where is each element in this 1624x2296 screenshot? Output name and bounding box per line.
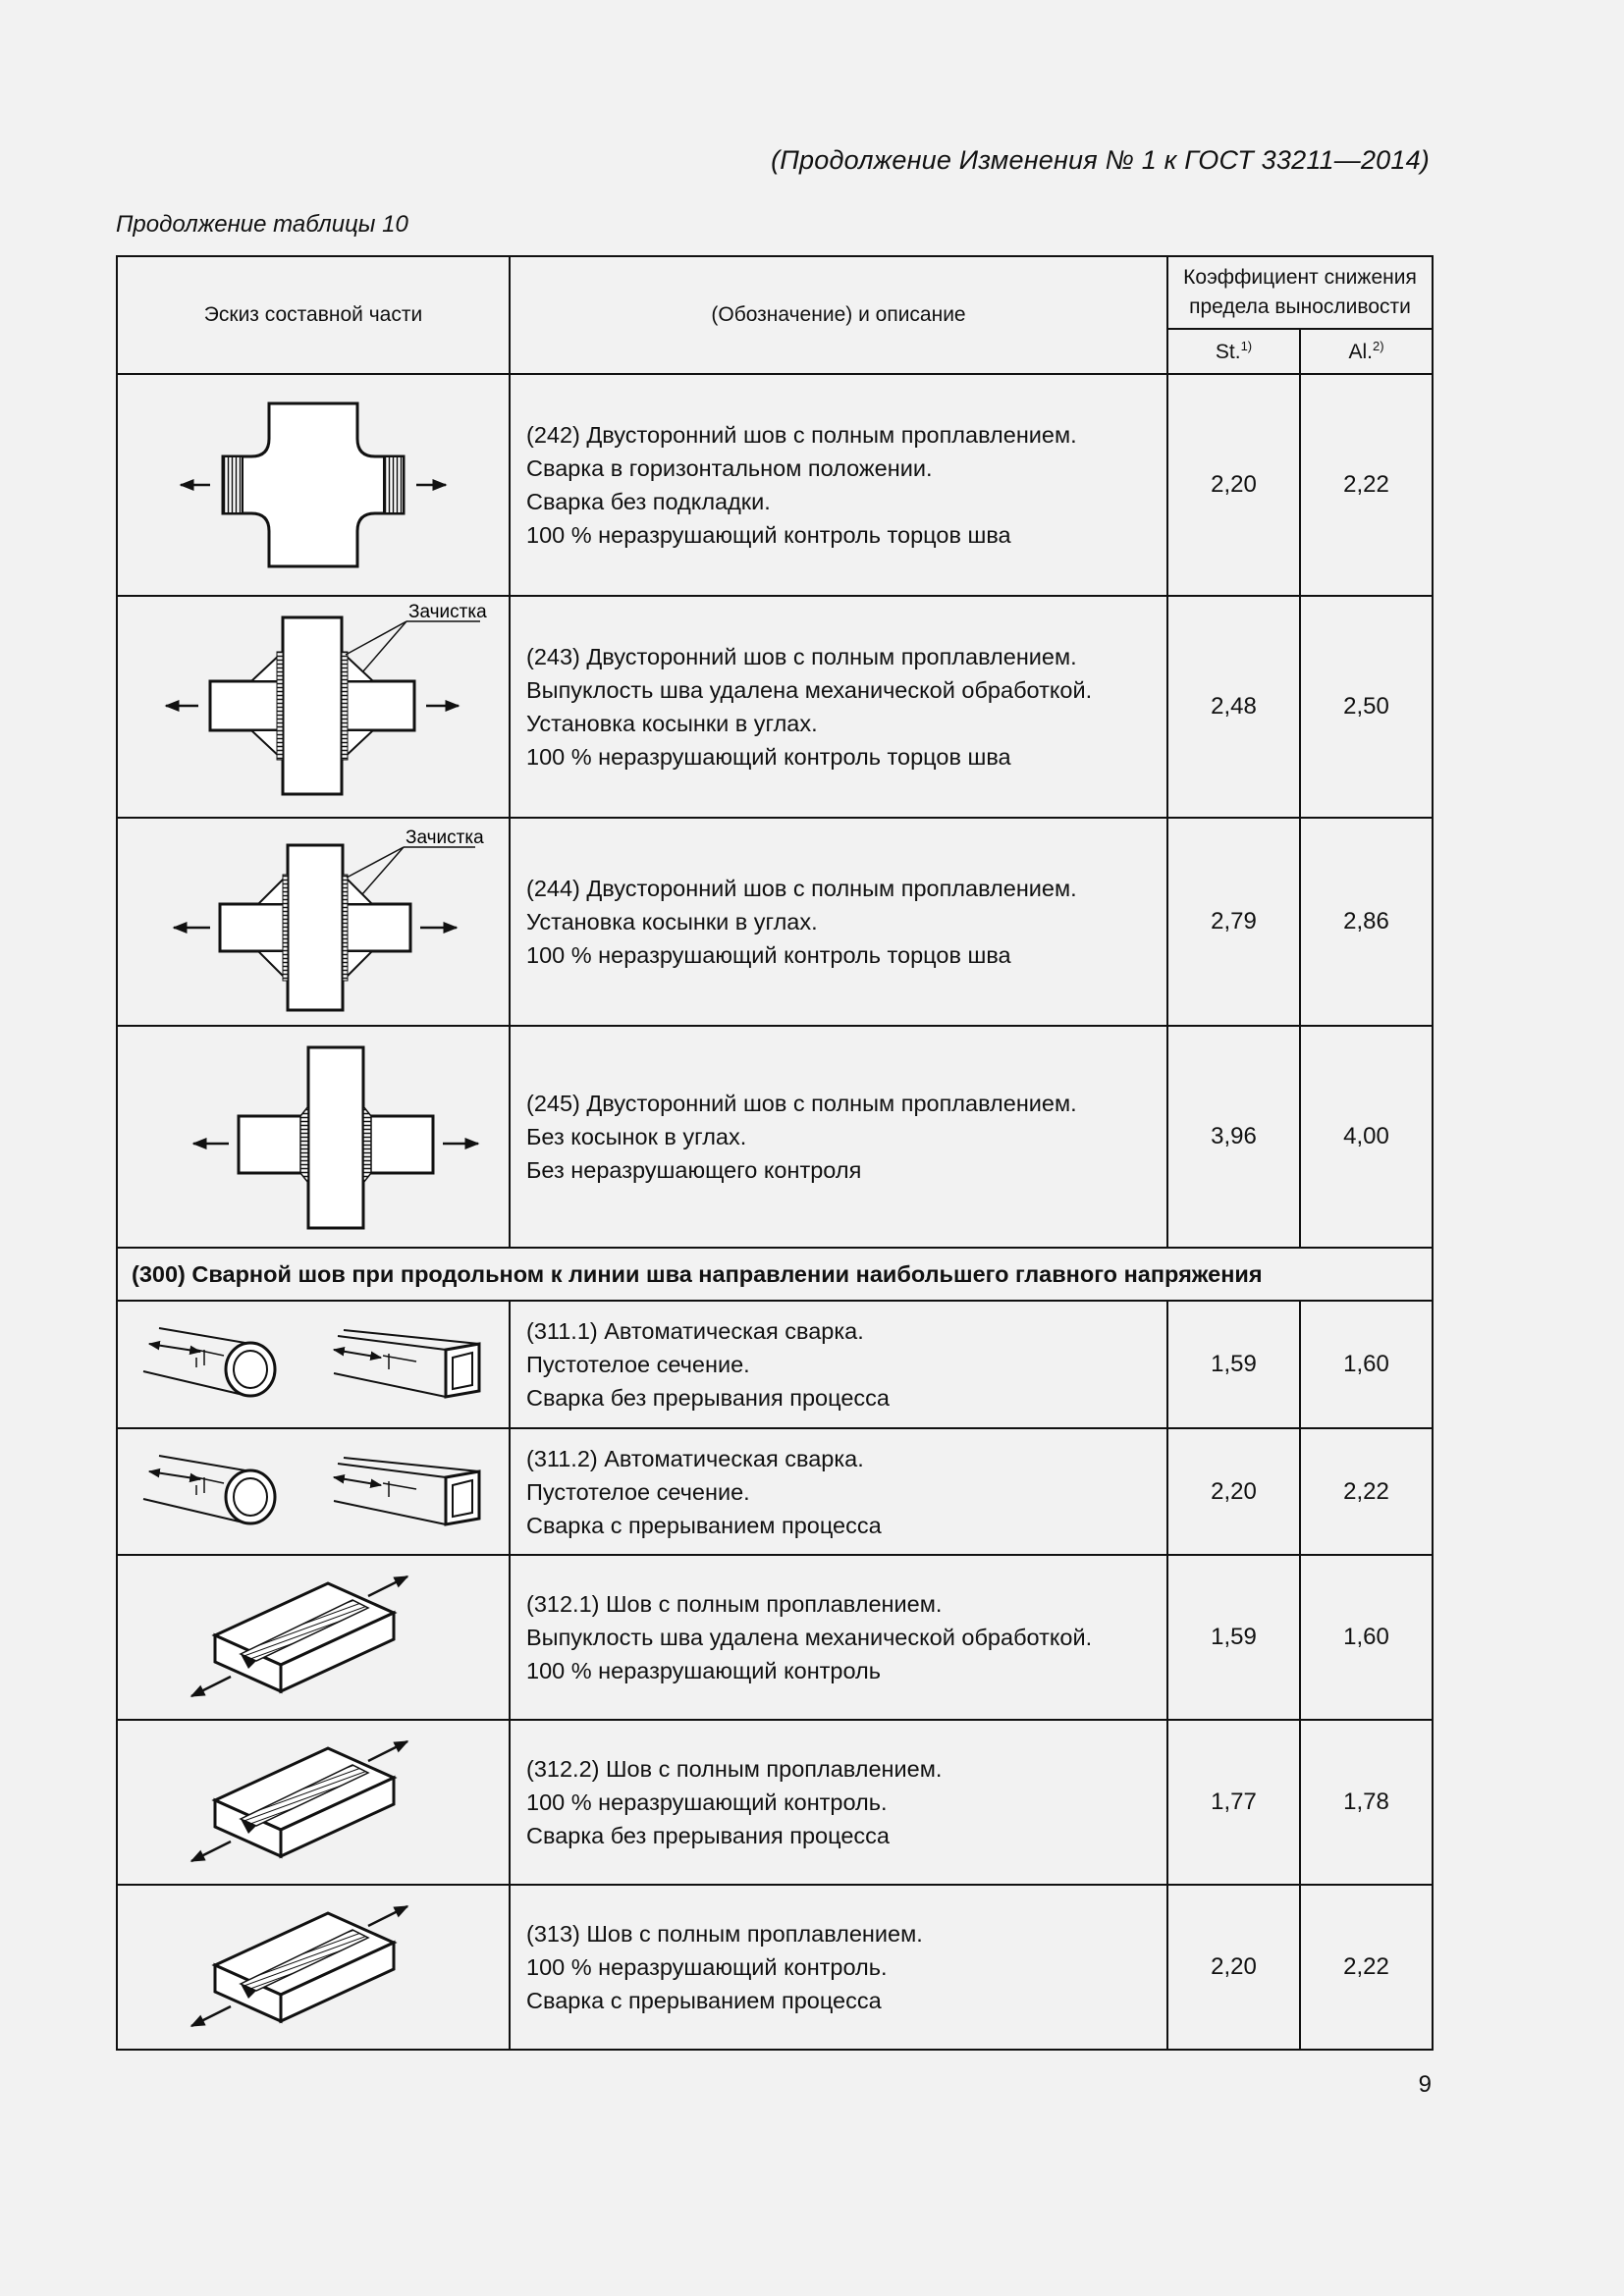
sketch-311-2 [117,1428,510,1555]
header-description: (Обозначение) и описание [510,256,1167,374]
st-value: 2,79 [1167,818,1300,1026]
sketch-312-2 [117,1720,510,1885]
sketch-313 [117,1885,510,2050]
al-value: 2,22 [1300,1885,1433,2050]
description-245: (245) Двусторонний шов с полным проплавлением. Без косынок в углах. Без неразрушающего контроля [510,1026,1167,1248]
header-sketch: Эскиз составной части [117,256,510,374]
st-value: 1,59 [1167,1555,1300,1720]
sketch-242 [117,374,510,596]
st-value: 3,96 [1167,1026,1300,1248]
header-st: St.$^{1)}$ [1167,329,1300,374]
sketch-245 [117,1026,510,1248]
description-244: (244) Двусторонний шов с полным проплавлением. Установка косынки в углах. 100 % неразрушающий контроль торцов шва [510,818,1167,1026]
st-value: 2,20 [1167,1885,1300,2050]
sketch-311-1 [117,1301,510,1428]
st-value: 2,48 [1167,596,1300,818]
st-value: 1,59 [1167,1301,1300,1428]
al-value: 1,78 [1300,1720,1433,1885]
table-row [117,1720,1433,1885]
al-value: 2,22 [1300,374,1433,596]
description-312-1: (312.1) Шов с полным проплавлением. Выпуклость шва удалена механической обработкой. 100 % неразрушающий контроль [510,1555,1167,1720]
header-al: Al.$^{2)}$ [1300,329,1433,374]
al-value: 1,60 [1300,1555,1433,1720]
al-value: 1,60 [1300,1301,1433,1428]
table-row [117,818,1433,1026]
table-row [117,1301,1433,1428]
description-313: (313) Шов с полным проплавлением. 100 % неразрушающий контроль. Сварка с прерыванием процесса [510,1885,1167,2050]
table-row [117,374,1433,596]
zachistka-label: Зачистка [408,604,487,622]
section-title-300: (300) Сварной шов при продольном к линии шва направлении наибольшего главного напряжения [117,1248,1433,1301]
description-311-2: (311.2) Автоматическая сварка. Пустотелое сечение. Сварка с прерыванием процесса [510,1428,1167,1555]
description-312-2: (312.2) Шов с полным проплавлением. 100 % неразрушающий контроль. Сварка без прерывания процесса [510,1720,1167,1885]
table-caption: Продолжение таблицы 10 [116,211,408,238]
page-number: 9 [1418,2071,1432,2098]
table-row [117,1885,1433,2050]
fatigue-coefficient-table [116,255,1434,2051]
sketch-312-1 [117,1555,510,1720]
al-value: 4,00 [1300,1026,1433,1248]
description-243: (243) Двусторонний шов с полным проплавлением. Выпуклость шва удалена механической обработкой. Установка косынки в углах. 100 % неразрушающий контроль торцов шва [510,596,1167,818]
description-311-1: (311.1) Автоматическая сварка. Пустотелое сечение. Сварка без прерывания процесса [510,1301,1167,1428]
zachistka-label: Зачистка [406,828,484,848]
section-row [117,1248,1433,1301]
sketch-243 [117,596,510,818]
table-row [117,1428,1433,1555]
description-242: (242) Двусторонний шов с полным проплавлением. Сварка в горизонтальном положении. Сварка без подкладки. 100 % неразрушающий контроль торцов шва [510,374,1167,596]
table-row [117,1555,1433,1720]
document-continuation-header: (Продолжение Изменения № 1 к ГОСТ 33211—2014) [771,145,1430,175]
al-value: 2,22 [1300,1428,1433,1555]
table-row [117,1026,1433,1248]
table-row [117,596,1433,818]
st-value: 2,20 [1167,1428,1300,1555]
al-value: 2,50 [1300,596,1433,818]
st-value: 1,77 [1167,1720,1300,1885]
al-value: 2,86 [1300,818,1433,1026]
header-coefficient: Коэффициент снижения предела выносливости [1167,256,1433,329]
st-value: 2,20 [1167,374,1300,596]
sketch-244 [117,818,510,1026]
